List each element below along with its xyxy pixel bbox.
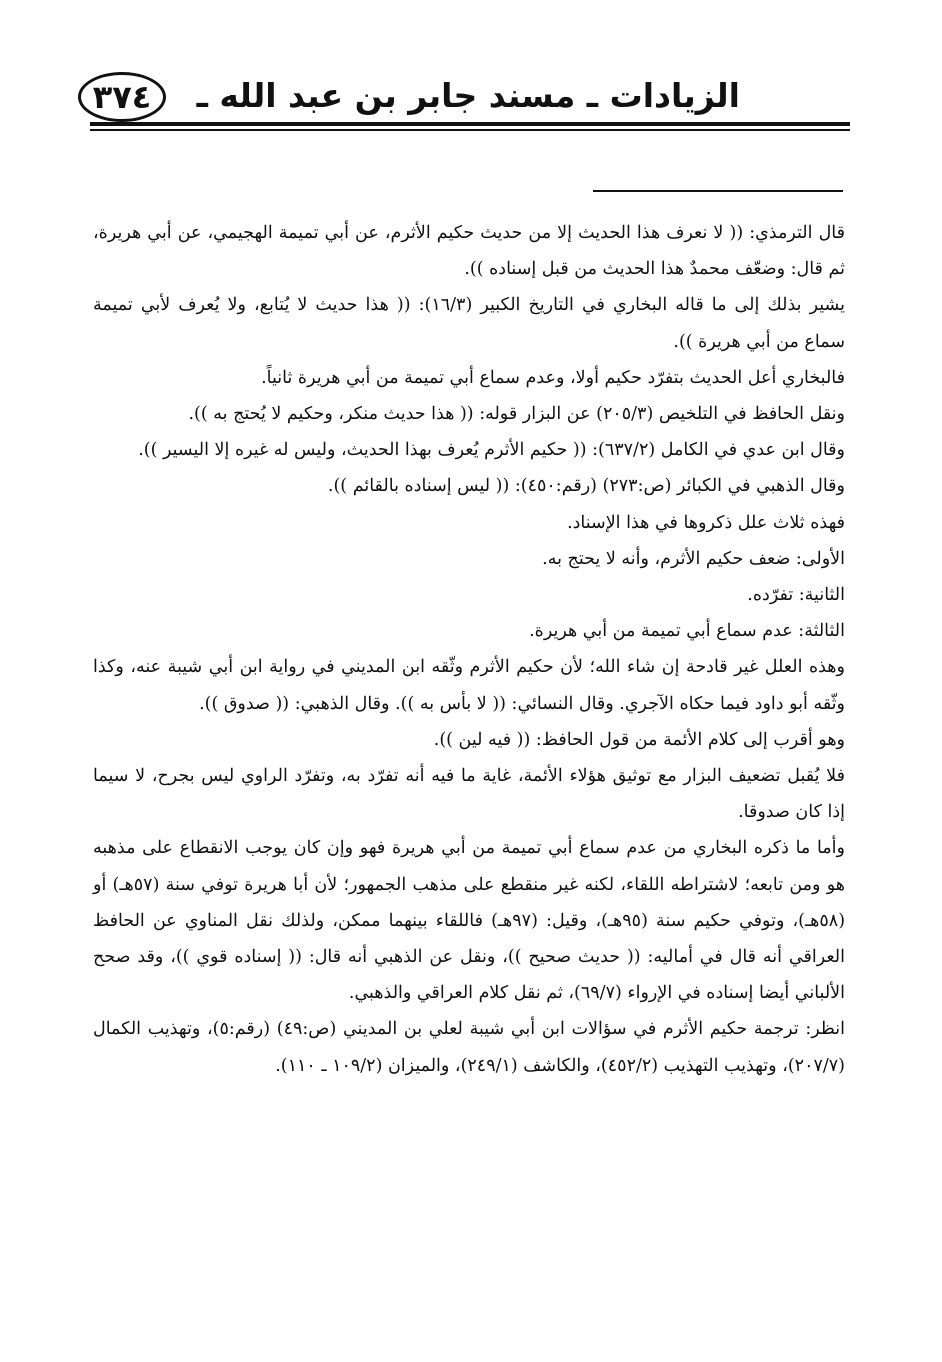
paragraph-references: انظر: ترجمة حكيم الأثرم في سؤالات ابن أبي شيبة لعلي بن المديني (ص:٤٩) (رقم:٥)، وتهذيب الكمال (٢٠٧/٧)، وتهذيب التهذيب (٤٥٢/٢)، والكاشف (٢٤٩/١)، والميزان (١٠٩/٢ ـ ١١٠). (93, 1019, 846, 1076)
paragraph-dhahabi-kabair: وقال الذهبي في الكبائر (ص:٢٧٣) (رقم:٤٥٠): (( ليس إسناده بالقائم )). (327, 476, 845, 497)
header-rule-thin (90, 129, 850, 131)
paragraph-three-illas: فهذه ثلاث علل ذكروها في هذا الإسناد. (567, 512, 845, 533)
paragraph-ibn-adi: وقال ابن عدي في الكامل (٦٣٧/٢): (( حكيم الأثرم يُعرف بهذا الحديث، وليس له غيره إلا اليسير )). (138, 440, 845, 461)
paragraph-second-illa: الثانية: تفرّده. (747, 585, 845, 606)
paragraph-third-illa: الثالثة: عدم سماع أبي تميمة من أبي هريرة. (529, 621, 845, 642)
footnote-separator (593, 190, 843, 192)
header-rule-thick (90, 122, 850, 126)
paragraph-bukhari-tarikh: يشير بذلك إلى ما قاله البخاري في التاريخ الكبير (١٦/٣): (( هذا حديث لا يُتابع، ولا يُعرف لأبي تميمة سماع من أبي هريرة )). (93, 295, 845, 352)
paragraph-tirmidhi: قال الترمذي: (( لا نعرف هذا الحديث إلا من حديث حكيم الأثرم، عن أبي تميمة الهجيمي، عن أبي هريرة، ثم قال: وضعّف محمدٌ هذا الحديث من قبل إسناده )). (93, 223, 845, 280)
paragraph-talkhis: ونقل الحافظ في التلخيص (٢٠٥/٣) عن البزار قوله: (( هذا حديث منكر، وحكيم لا يُحتج به )). (188, 404, 845, 425)
paragraph-not-damaging: وهذه العلل غير قادحة إن شاء الله؛ لأن حكيم الأثرم وثّقه ابن المديني في رواية ابن أبي شيبة عنه، وكذا وثّقه أبو داود فيما حكاه الآجري. وقال النسائي: (( لا بأس به )). وقال الذهبي: (( صدوق )). (93, 657, 845, 714)
page-header (60, 66, 850, 136)
paragraph-closer: وهو أقرب إلى كلام الأئمة من قول الحافظ: (( فيه لين )). (433, 729, 845, 750)
paragraph-sama: وأما ما ذكره البخاري من عدم سماع أبي تميمة من أبي هريرة فهو وإن كان يوجب الانقطاع على مذهبه هو ومن تابعه؛ لاشتراطه اللقاء، لكنه غير منقطع على مذهب الجمهور؛ لأن أبا هريرة توفي سنة (٥٧هـ) أو (٥٨هـ)، وتوفي حكيم سنة (٩٥هـ)، وقيل: (٩٧هـ) فاللقاء بينهما ممكن، ولذلك نقل المناوي عن الحافظ العراقي أنه قال في أماليه: (( حديث صحيح ))، ونقل عن الذهبي أنه قال: (( إسناده قوي ))، وقد صحح الألباني أيضا إسناده في الإرواء (٦٩/٧)، ثم نقل كلام العراقي والذهبي. (93, 838, 846, 1004)
footnote-text (93, 215, 845, 1084)
paragraph-first-illa: الأولى: ضعف حكيم الأثرم، وأنه لا يحتج به. (542, 548, 845, 569)
running-head-title: الزيادات ـ مسند جابر بن عبد الله ـ (196, 76, 740, 115)
page-number: ٣٧٤ (92, 78, 152, 116)
page-number-badge (78, 72, 166, 122)
paragraph-bazzar: فلا يُقبل تضعيف البزار مع توثيق هؤلاء الأئمة، غاية ما فيه أنه تفرّد به، وتفرّد الراوي ليس بجرح، لا سيما إذا كان صدوقا. (93, 766, 845, 823)
paragraph-bukhari-illa: فالبخاري أعل الحديث بتفرّد حكيم أولا، وعدم سماع أبي تميمة من أبي هريرة ثانياً. (261, 367, 845, 388)
